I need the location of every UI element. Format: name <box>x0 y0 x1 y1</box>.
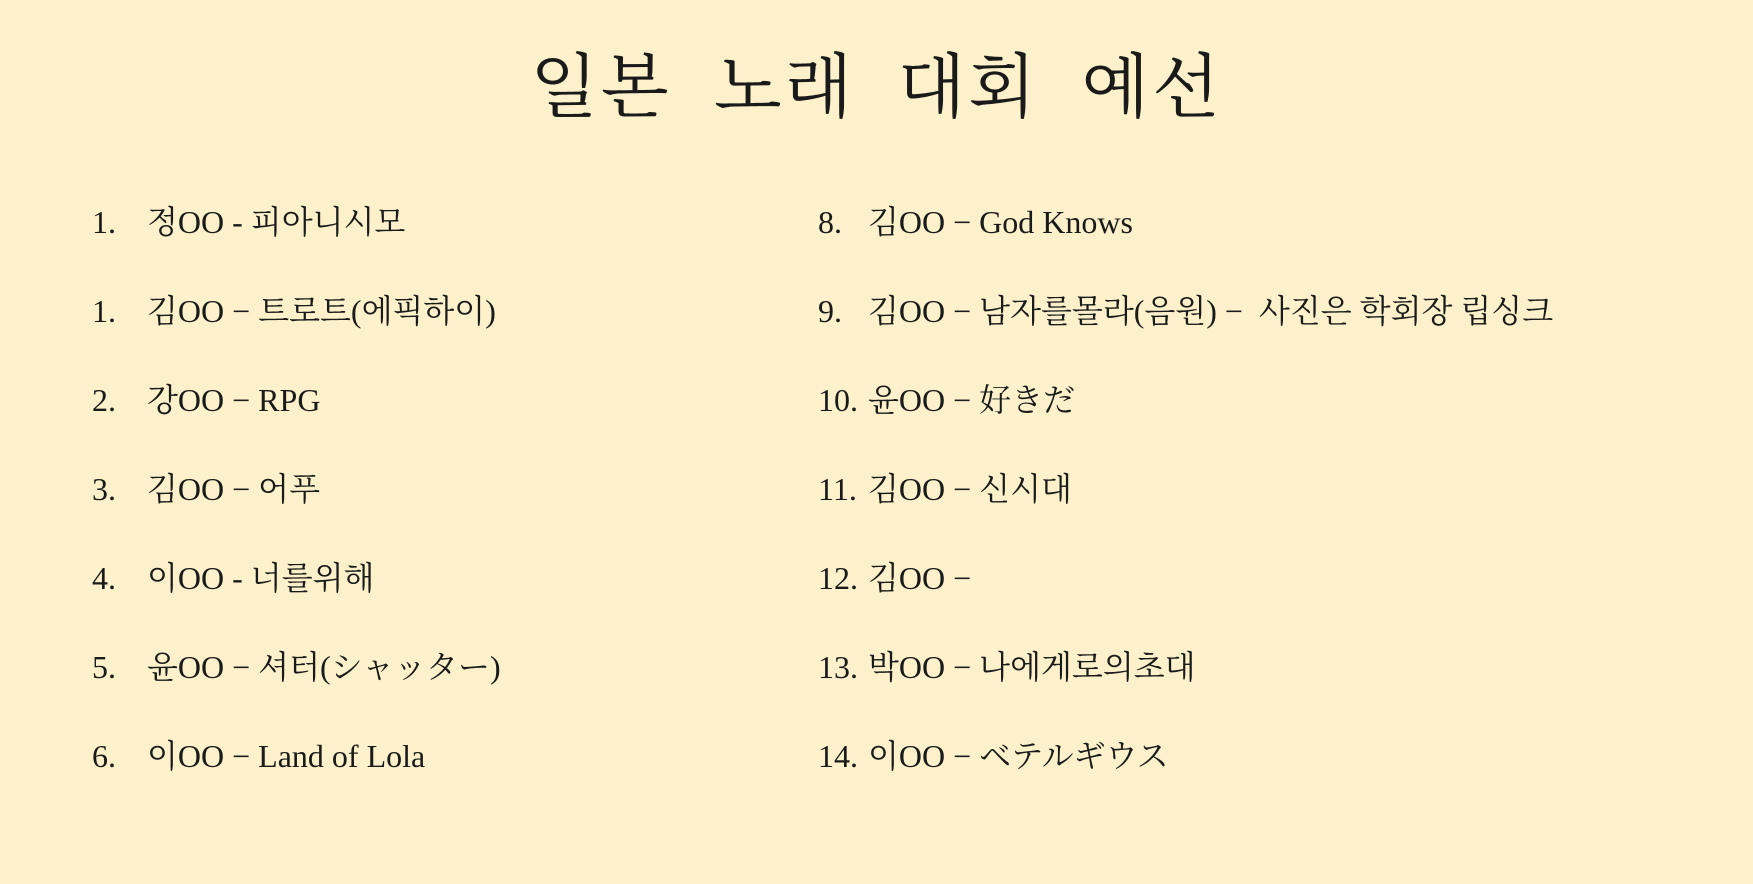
list-item <box>92 356 732 445</box>
list-item <box>92 178 732 267</box>
item-text: 김OO − 남자를몰라(음원) − 사진은 학회장 립싱크 <box>868 293 1554 330</box>
list-item <box>818 267 1748 356</box>
list-item <box>818 534 1748 623</box>
item-text: 박OO − 나에게로의초대 <box>868 649 1196 686</box>
item-number: 8. <box>818 204 842 241</box>
item-text: 김OO − God Knows <box>868 204 1133 241</box>
song-list-left <box>92 178 732 801</box>
item-number: 10. <box>818 382 858 419</box>
item-text: 윤OO − 好きだ <box>868 382 1076 419</box>
list-item <box>92 712 732 801</box>
item-number: 3. <box>92 471 116 508</box>
list-item <box>818 445 1748 534</box>
item-text: 김OO − 어푸 <box>147 471 321 508</box>
item-text: 이OO − ベテルギウス <box>868 738 1169 775</box>
item-text: 김OO − <box>868 560 972 597</box>
list-item <box>818 356 1748 445</box>
item-number: 14. <box>818 738 858 775</box>
item-number: 1. <box>92 293 116 330</box>
item-number: 5. <box>92 649 116 686</box>
item-number: 1. <box>92 204 116 241</box>
item-number: 2. <box>92 382 116 419</box>
item-text: 이OO - 너를위해 <box>147 560 375 597</box>
item-text: 정OO - 피아니시모 <box>147 204 406 241</box>
list-item <box>818 623 1748 712</box>
song-list-right <box>818 178 1748 801</box>
list-item <box>92 445 732 534</box>
item-text: 김OO − 신시대 <box>868 471 1072 508</box>
list-item <box>92 534 732 623</box>
list-item <box>818 178 1748 267</box>
item-number: 12. <box>818 560 858 597</box>
item-number: 11. <box>818 471 857 508</box>
item-text: 윤OO − 셔터(シャッター) <box>147 649 501 686</box>
list-item <box>92 623 732 712</box>
item-text: 강OO − RPG <box>147 382 321 419</box>
item-number: 4. <box>92 560 116 597</box>
item-text: 김OO − 트로트(에픽하이) <box>147 293 496 330</box>
list-item <box>818 712 1748 801</box>
item-number: 6. <box>92 738 116 775</box>
item-number: 9. <box>818 293 842 330</box>
list-item <box>92 267 732 356</box>
item-text: 이OO − Land of Lola <box>147 738 426 775</box>
item-number: 13. <box>818 649 858 686</box>
page-title: 일본 노래 대회 예선 <box>530 50 1223 127</box>
